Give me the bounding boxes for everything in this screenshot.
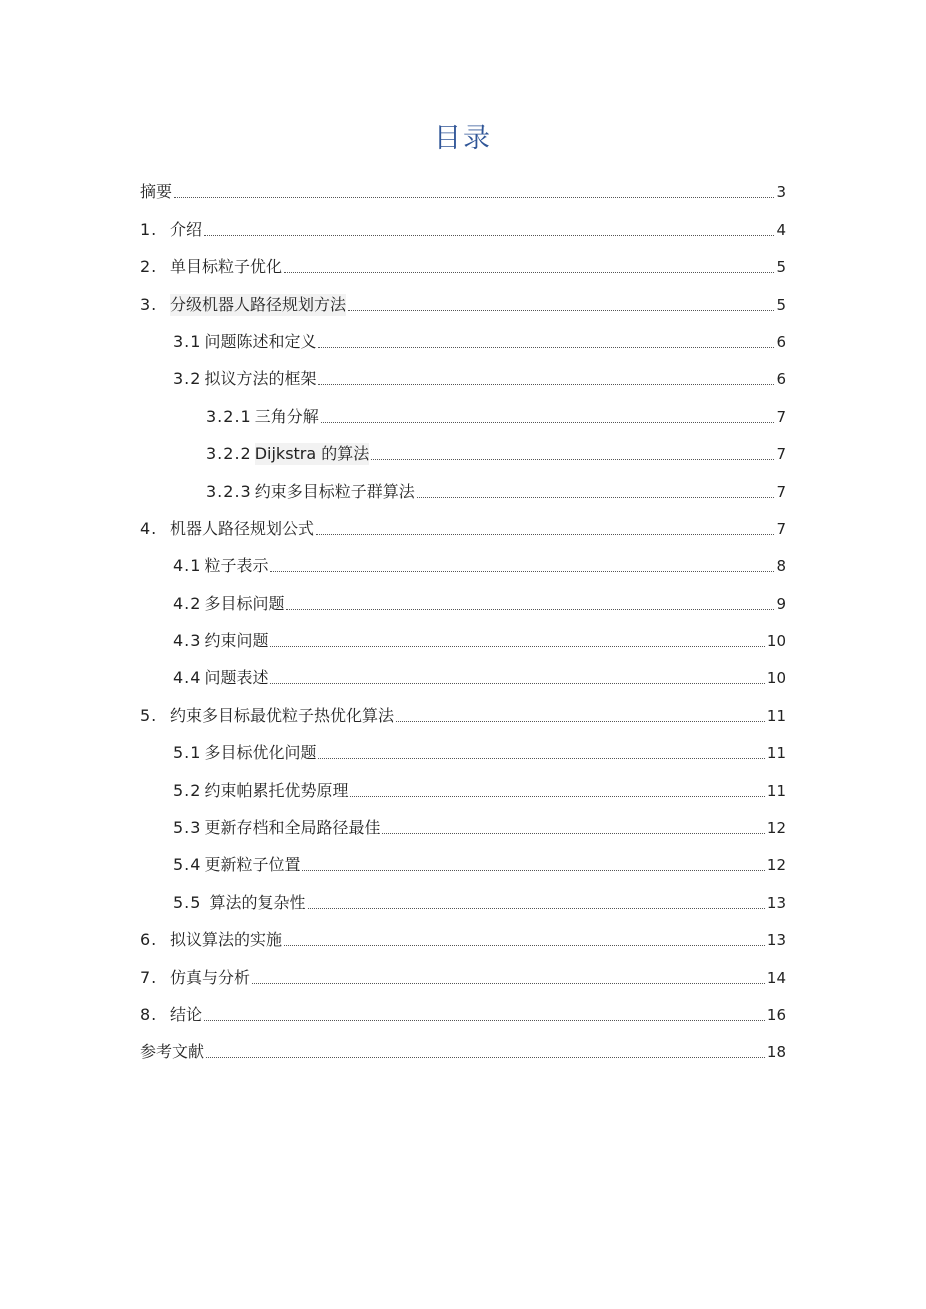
toc-entry[interactable] [140, 802, 786, 839]
toc-entry-number: 2. [140, 257, 158, 277]
toc-entry-number: 8. [140, 1004, 158, 1024]
toc-entry-number: 4.2 [173, 593, 202, 613]
toc-dot-leader [270, 571, 774, 572]
toc-page-number: 5 [776, 258, 786, 277]
toc-entry-heading [204, 331, 316, 353]
toc-entry[interactable] [140, 316, 786, 353]
toc-entry-number: 4.1 [173, 556, 202, 576]
toc-page-number: 12 [766, 856, 786, 875]
toc-entry-number: 3.2 [173, 369, 202, 389]
toc-entry-text: 粒子表示 [204, 556, 269, 576]
toc-page-number: 4 [776, 220, 786, 239]
toc-list [140, 166, 786, 1063]
toc-entry-text: 参考文献 [140, 1042, 205, 1062]
toc-dot-leader [204, 1020, 765, 1021]
toc-entry[interactable] [140, 1026, 786, 1063]
toc-entry-number: 5.1 [173, 743, 202, 763]
toc-entry[interactable] [140, 876, 786, 913]
toc-entry-number: 3.1 [173, 331, 202, 351]
toc-title: 目录 [434, 123, 492, 154]
toc-entry-text: 分级机器人路径规划方法 [170, 294, 347, 314]
toc-entry-heading [204, 780, 348, 802]
toc-entry-text: 拟议方法的框架 [204, 369, 317, 389]
toc-entry-heading [170, 256, 282, 278]
toc-entry-heading [204, 667, 268, 689]
toc-page-number: 12 [766, 819, 786, 838]
toc-entry-heading [255, 481, 415, 503]
toc-entry-text: 机器人路径规划公式 [170, 518, 315, 538]
toc-entry-text: 约束多目标粒子群算法 [254, 481, 415, 501]
toc-entry-number: 6. [140, 930, 158, 950]
toc-entry-number: 3.2.3 [206, 481, 252, 501]
toc-dot-leader [302, 870, 764, 871]
toc-entry-text: 介绍 [170, 219, 203, 239]
toc-dot-leader [318, 758, 764, 759]
toc-page-number: 7 [776, 519, 786, 538]
toc-dot-leader [321, 422, 775, 423]
toc-dot-leader [348, 310, 774, 311]
toc-page-number: 5 [776, 295, 786, 314]
toc-entry-heading [140, 181, 172, 203]
toc-dot-leader [270, 646, 764, 647]
toc-entry-text: 问题表述 [204, 668, 269, 688]
toc-entry-heading [170, 967, 250, 989]
toc-page-number: 8 [776, 557, 786, 576]
toc-entry[interactable] [140, 428, 786, 465]
toc-entry-text: 约束多目标最优粒子热优化算法 [170, 705, 395, 725]
toc-entry-text: 结论 [170, 1004, 203, 1024]
toc-entry[interactable] [140, 689, 786, 726]
toc-page-number: 6 [776, 332, 786, 351]
toc-dot-leader [417, 497, 775, 498]
toc-page-number: 13 [766, 931, 786, 950]
toc-entry-text: 摘要 [140, 182, 173, 202]
toc-entry-number: 7. [140, 967, 158, 987]
toc-entry-number: 5.3 [173, 818, 202, 838]
toc-entry-text: 三角分解 [254, 406, 319, 426]
toc-entry[interactable] [140, 951, 786, 988]
toc-page-number: 9 [776, 594, 786, 613]
toc-entry-text: 多目标问题 [204, 593, 285, 613]
toc-entry-number: 3.2.2 [206, 444, 252, 464]
toc-entry-text: 更新存档和全局路径最佳 [204, 818, 381, 838]
toc-entry[interactable] [140, 989, 786, 1026]
toc-dot-leader [371, 459, 774, 460]
toc-entry-heading [204, 854, 300, 876]
toc-entry-number: 4. [140, 518, 158, 538]
toc-dot-leader [382, 833, 764, 834]
toc-entry-heading [255, 406, 319, 428]
toc-entry-text: 问题陈述和定义 [204, 331, 317, 351]
toc-page-number: 11 [766, 706, 786, 725]
toc-page-number: 7 [776, 407, 786, 426]
toc-entry-number: 3. [140, 294, 158, 314]
toc-entry[interactable] [140, 615, 786, 652]
toc-entry-text: 更新粒子位置 [204, 855, 301, 875]
toc-entry[interactable] [140, 278, 786, 315]
toc-dot-leader [284, 945, 765, 946]
toc-entry-heading [204, 892, 305, 914]
toc-dot-leader [174, 197, 774, 198]
toc-page-number: 7 [776, 445, 786, 464]
toc-dot-leader [206, 1057, 765, 1058]
toc-entry-number: 5.5 [173, 892, 202, 912]
toc-dot-leader [318, 384, 774, 385]
toc-entry[interactable] [140, 203, 786, 240]
toc-page-number: 11 [766, 744, 786, 763]
toc-page-number: 11 [766, 781, 786, 800]
toc-entry[interactable] [140, 390, 786, 427]
toc-entry[interactable] [140, 577, 786, 614]
toc-entry-text: 拟议算法的实施 [170, 930, 283, 950]
toc-page-number: 16 [766, 1005, 786, 1024]
toc-entry-heading [170, 1004, 202, 1026]
toc-page-number: 10 [766, 632, 786, 651]
toc-entry-heading [255, 443, 370, 465]
toc-page-number: 18 [766, 1043, 786, 1062]
toc-entry-text: 仿真与分析 [170, 967, 251, 987]
toc-dot-leader [308, 908, 765, 909]
toc-entry-text: 约束问题 [204, 631, 269, 651]
toc-entry-heading [204, 368, 316, 390]
toc-entry[interactable] [140, 503, 786, 540]
toc-entry[interactable] [140, 652, 786, 689]
toc-entry[interactable] [140, 241, 786, 278]
toc-entry-heading [204, 555, 268, 577]
toc-dot-leader [204, 235, 774, 236]
toc-entry-heading [204, 630, 268, 652]
toc-entry-number: 4.4 [173, 668, 202, 688]
toc-page-number: 3 [776, 183, 786, 202]
toc-dot-leader [316, 534, 774, 535]
toc-entry-number: 5. [140, 705, 158, 725]
toc-page-number: 6 [776, 370, 786, 389]
toc-entry-heading [170, 518, 314, 540]
toc-dot-leader [270, 683, 764, 684]
toc-dot-leader [252, 983, 765, 984]
toc-entry-heading [140, 1041, 204, 1063]
toc-entry-text: 单目标粒子优化 [170, 257, 283, 277]
toc-entry-number: 5.2 [173, 780, 202, 800]
toc-entry-heading [170, 705, 394, 727]
toc-entry-text: 算法的复杂性 [204, 892, 306, 912]
toc-dot-leader [318, 347, 774, 348]
toc-entry[interactable] [140, 839, 786, 876]
toc-page-number: 13 [766, 893, 786, 912]
toc-entry[interactable] [140, 353, 786, 390]
toc-page-number: 7 [776, 482, 786, 501]
toc-entry-heading [170, 294, 346, 316]
toc-dot-leader [286, 609, 774, 610]
toc-entry-number: 3.2.1 [206, 406, 252, 426]
toc-page-number: 10 [766, 669, 786, 688]
toc-entry-number: 1. [140, 219, 158, 239]
toc-dot-leader [350, 796, 764, 797]
toc-entry[interactable] [140, 727, 786, 764]
toc-dot-leader [284, 272, 774, 273]
toc-entry-heading [204, 817, 380, 839]
toc-entry[interactable] [140, 914, 786, 951]
toc-entry-number: 5.4 [173, 855, 202, 875]
toc-entry-heading [170, 929, 282, 951]
toc-dot-leader [396, 721, 765, 722]
toc-entry[interactable] [140, 166, 786, 203]
toc-entry-heading [170, 219, 202, 241]
toc-page-number: 14 [766, 968, 786, 987]
toc-entry[interactable] [140, 465, 786, 502]
toc-entry[interactable] [140, 540, 786, 577]
toc-entry-text: 约束帕累托优势原理 [204, 780, 349, 800]
toc-entry-text: Dijkstra 的算法 [254, 444, 370, 464]
toc-entry-number: 4.3 [173, 631, 202, 651]
toc-entry-heading [204, 742, 316, 764]
toc-entry-text: 多目标优化问题 [204, 743, 317, 763]
toc-entry[interactable] [140, 764, 786, 801]
toc-entry-heading [204, 593, 284, 615]
